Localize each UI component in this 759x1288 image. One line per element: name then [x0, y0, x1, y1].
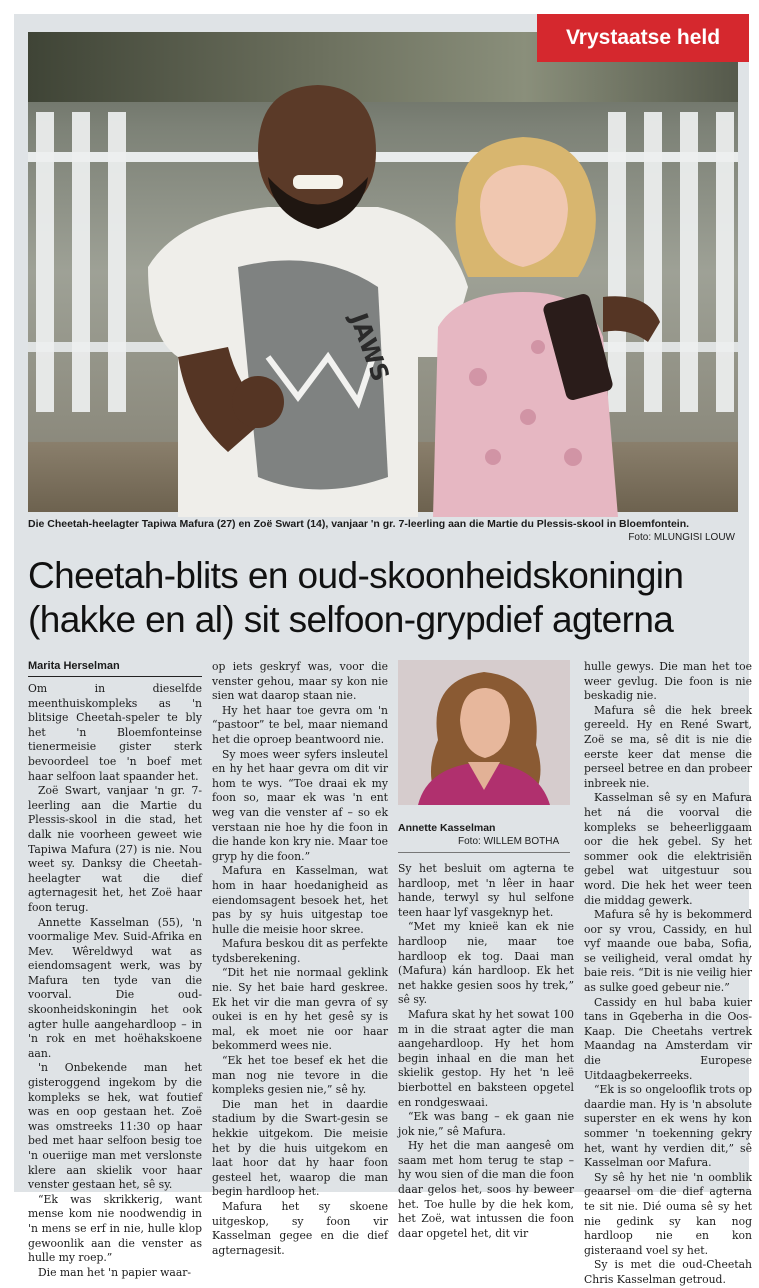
paragraph: Die man het 'n papier waar- [38, 1265, 192, 1279]
main-photo [28, 32, 738, 512]
newspaper-page [14, 14, 752, 1286]
article-column-4 [584, 660, 752, 1288]
headline: Cheetah-blits en oud-skoonheidskoningin (hakke en al) sit selfoon-grypdief agterna [28, 555, 684, 640]
divider [398, 852, 570, 853]
paragraph: “Met my knieë kan ek nie hardloop nie, maar toe hardloop ek tog. Daai man (Mafura) kán hardloop. Ek het net hakke gesien soos hy trek,” sê sy. [398, 920, 574, 1007]
paragraph: “Ek is so ongelooflik trots op daardie man. Hy is 'n absolute superster en ek wens hy kon sommer 'n toekenning gekry het, want hy verdien dit,” sê Kasselman oor Mafura. [584, 1083, 752, 1170]
girl-figure [398, 127, 708, 517]
paragraph: 'n Onbekende man het gisteroggend ingekom by die kompleks se hek, wat foutief was en oop gestaan het. Zoë was omstreeks 11:30 op haar bed met haar selfoon besig toe 'n oueriige man met verslonste klere aan skielik voor haar venster gestaan het, sê sy. [28, 1061, 202, 1192]
paragraph: “Ek het toe besef ek het die man nog nie tevore in die kompleks gesien nie,” sê hy. [212, 1054, 388, 1097]
paragraph: Kasselman sê sy en Mafura het ná die voorval die kompleks se beheerliggaam oor die hek gebel. Sy het sommer ook die elektrisiën gebel wat uitgestuur sou word. Die hek het weer teen die middag gewerk. [584, 791, 752, 907]
paragraph: Mafura en Kasselman, wat hom in haar hoedanigheid as eiendomsagent besoek het, het pas by sy huis uitgestap toe hulle die meisie hoor skree. [212, 864, 388, 936]
photo-caption: Die Cheetah-heelagter Tapiwa Mafura (27) en Zoë Swart (14), vanjaar 'n gr. 7-leerling aan die Martie du Plessis-skool in Bloemfontein. [28, 518, 690, 530]
photo-credit: Foto: MLUNGISI LOUW [628, 532, 735, 543]
paragraph: “Dit het nie normaal geklink nie. Sy het baie hard geskree. Ek het vir die man gevra of sy oukei is en hy het gesê sy is mal, ek moet nie oor haar bekommerd wees nie. [212, 966, 388, 1053]
paragraph: Mafura sê die hek breek gereeld. Hy en René Swart, Zoë se ma, sê dit is nie die eerste keer dat mense die perseel betree en dan probeer inbreek nie. [584, 703, 752, 790]
paragraph: Om in dieselfde meenthuiskompleks as 'n blitsige Cheetah-speler te bly het 'n Bloemfonteinse tienermeisie gister sterk bevoordeel toe 'n boef met haar selfoon laat spaander het. [28, 682, 202, 783]
woman-portrait [398, 660, 570, 805]
section-tag: Vrystaatse held [537, 14, 749, 62]
article-column-3 [398, 862, 574, 1241]
paragraph: op iets geskryf was, voor die venster gehou, maar sy kon nie sien wat daarop staan nie. [212, 660, 388, 703]
paragraph: Sy moes weer syfers insleutel en hy het haar gevra om dit vir hom te wys. “Toe draai ek my foon so, maar ek was 'n ent weg van die venster af – so ek verstaan nie hoe hy die foon in die hande kon kry nie. Maar toe gryp hy die foon.” [212, 747, 388, 863]
paragraph: Mafura beskou dit as perfekte tydsberekening. [212, 937, 388, 965]
inset-photo [398, 660, 570, 805]
paragraph: Mafura het sy skoene uitgeskop, sy foon vir Kasselman gegee en die dief agternagesit. [212, 1199, 388, 1257]
paragraph: Zoë Swart, vanjaar 'n gr. 7-leerling aan die Martie du Plessis-skool in die stad, het dalk nie voorheen geweet wie Tapiwa Mafura (27) is nie. Nou weet sy. Danksy die Cheetah-heelagter wat die dief agternagesit het, het Zoë haar foon terug. [28, 784, 202, 914]
paragraph: Hy het die man aangesê om saam met hom terug te stap – hy wou sien of die man die foon daar gelos het, soos hy beweer het. Toe hulle by die hek kom, het Zoë, wat intussen die foon daar opgetel het, dit vir [398, 1139, 574, 1240]
inset-credit: Foto: WILLEM BOTHA [458, 836, 560, 847]
article-column-2 [212, 660, 388, 1258]
svg-text:JAWS: JAWS [344, 309, 395, 386]
paragraph: Mafura sê hy is bekommerd oor sy vrou, Cassidy, en hul vyf maande oue baba, Sofia, se veiligheid, veral omdat hy baie reis. “Dit is nie veilig hier as sulke goed gebeur nie.” [584, 908, 752, 995]
byline: Marita Herselman [28, 660, 202, 677]
article-column-1 [28, 682, 202, 1280]
paragraph: “Ek was skrikkerig, want mense kom nie noodwendig in 'n mens se erf in nie, hulle klop gewoonlik aan die venster as hulle my roep.” [28, 1192, 202, 1265]
inset-name: Annette Kasselman [398, 822, 496, 834]
paragraph: “Ek was bang – ek gaan nie jok nie,” sê Mafura. [398, 1110, 574, 1138]
paragraph: Cassidy en hul baba kuier tans in Gqeberha in die Oos-Kaap. Die Cheetahs vertrek Maandag na Amsterdam vir die Europese Uitdaagbekerreeks. [584, 995, 752, 1082]
paragraph: Hy het haar toe gevra om 'n “pastoor” te bel, maar niemand het die oproep beantwoord nie. [212, 703, 388, 746]
paragraph: Sy is met die oud-Cheetah Chris Kasselman getroud. [584, 1258, 752, 1286]
paragraph: Annette Kasselman (55), 'n voormalige Mev. Suid-Afrika en Mev. Wêreldwyd wat as eiendomsagent werk, was by Mafura ten tyde van die voorval. Die oud-skoonheidskoningin het ook agter hulle aangehardloop – in 'n rok en met hoëhakskoene aan. [28, 915, 202, 1060]
paragraph: Sy sê hy het nie 'n oomblik geaarsel om die dief agterna te sit nie. Dié ouma sê sy het nie gedink sy kan nog hardloop nie en kon gisteraand voel sy het. [584, 1170, 752, 1257]
paragraph: Die man het in daardie stadium by die Swart-gesin se hekkie uitgekom. Die meisie het by die huis uitgekom en laat hoor dat hy haar foon gesteel het, waarop die man begin hardloop het. [212, 1097, 388, 1199]
paragraph: Mafura skat hy het sowat 100 m in die straat agter die man aangehardloop. Hy het hom begin inhaal en die man het skielik gestop. Hy het 'n leë bierbottel en baksteen opgetel en rondgeswaai. [398, 1007, 574, 1109]
paragraph: hulle gewys. Die man het toe weer gevlug. Die foon is nie beskadig nie. [584, 660, 752, 703]
paragraph: Sy het besluit om agterna te hardloop, met 'n lêer in haar hande, terwyl sy hul selfone teen haar lyf vasgeknyp het. [398, 862, 574, 919]
